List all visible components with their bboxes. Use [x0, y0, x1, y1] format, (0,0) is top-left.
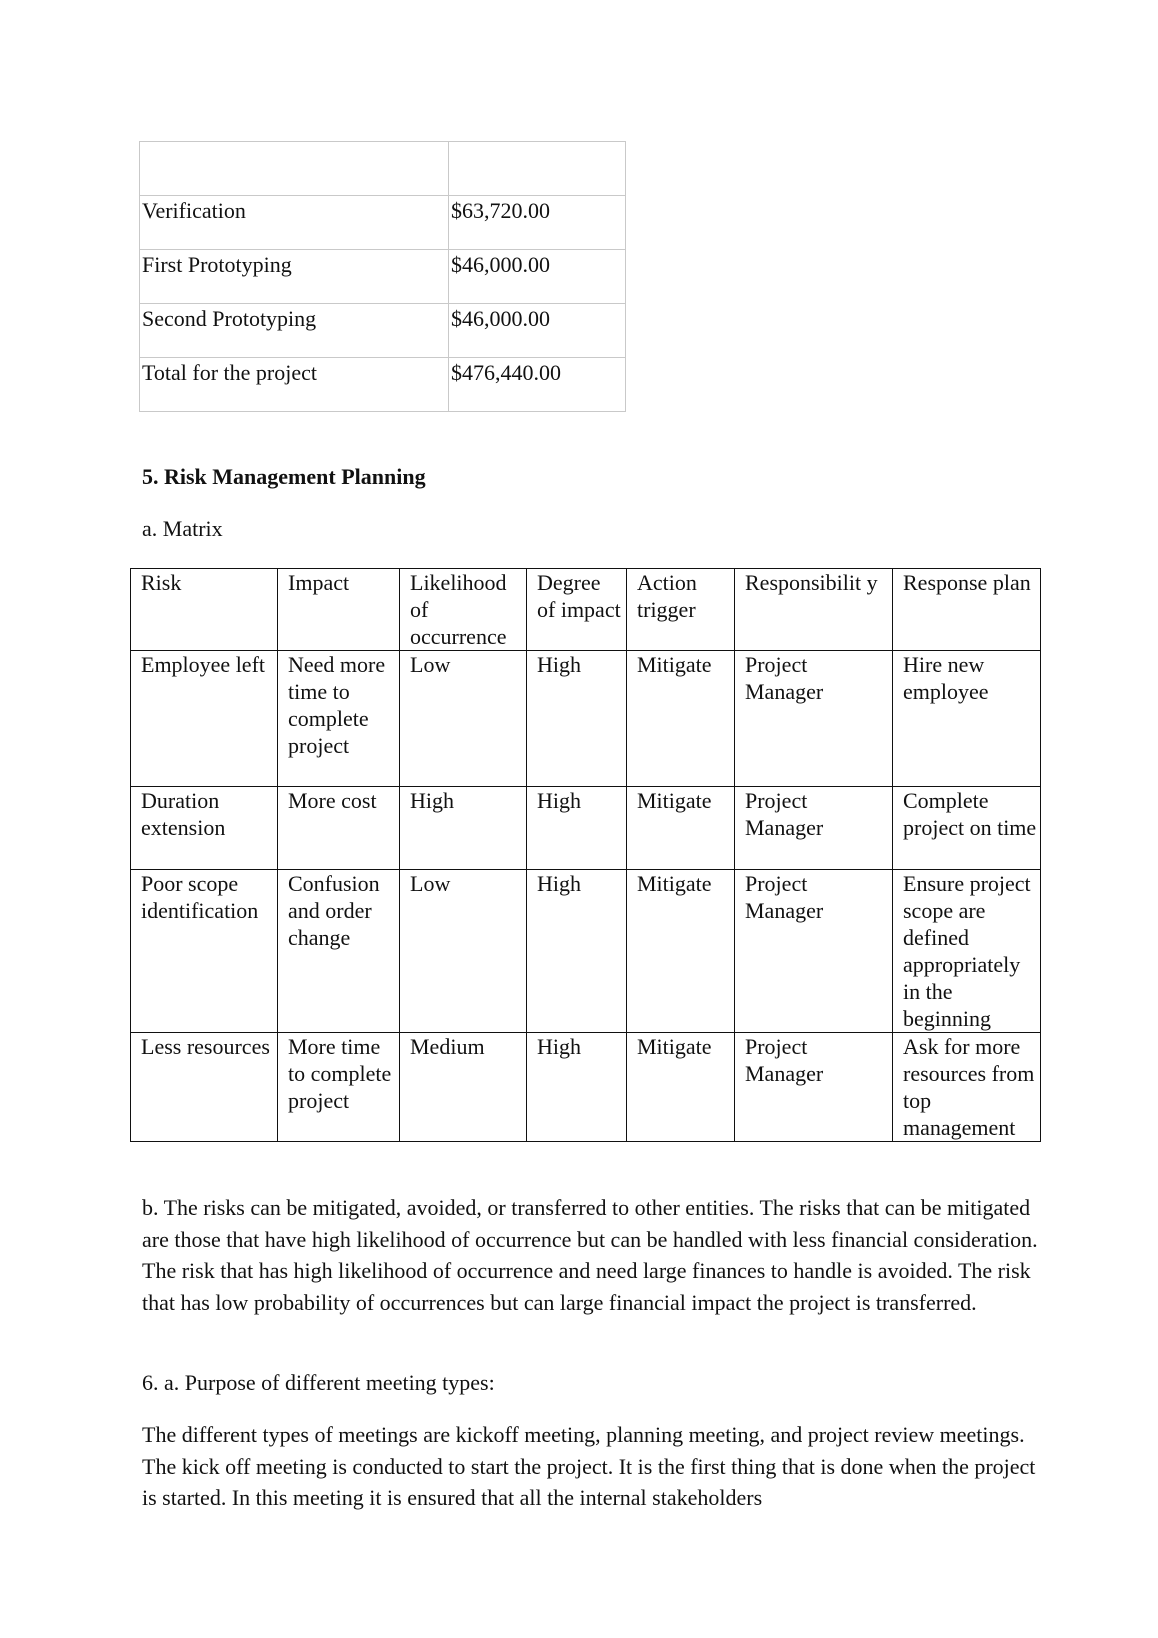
section-heading: 5. Risk Management Planning	[142, 464, 426, 489]
table-cell: More cost	[278, 787, 400, 870]
cost-amount	[449, 142, 626, 196]
table-cell: Low	[400, 870, 527, 1033]
cost-item: Second Prototyping	[140, 304, 449, 358]
column-header: Risk	[131, 569, 278, 651]
table-header-row	[131, 569, 1041, 651]
table-cell: Mitigate	[627, 651, 735, 787]
table-row	[140, 358, 626, 412]
table-cell: Ensure project scope are defined appropriately in the beginning	[893, 870, 1041, 1033]
table-cell: Medium	[400, 1033, 527, 1142]
matrix-label: a. Matrix	[142, 516, 223, 541]
table-cell: Employee left	[131, 651, 278, 787]
cost-item: Verification	[140, 196, 449, 250]
risk-matrix-table	[130, 568, 1041, 1142]
table-cell: Project Manager	[735, 651, 893, 787]
table-cell: More time to complete project	[278, 1033, 400, 1142]
column-header: Likelihood of occurrence	[400, 569, 527, 651]
table-cell: Project Manager	[735, 870, 893, 1033]
section-heading-meetings: 6. a. Purpose of different meeting types:	[142, 1370, 495, 1395]
table-cell: Low	[400, 651, 527, 787]
table-row	[131, 1033, 1041, 1142]
column-header: Action trigger	[627, 569, 735, 651]
table-cell: Project Manager	[735, 787, 893, 870]
table-cell: High	[527, 870, 627, 1033]
cost-item	[140, 142, 449, 196]
table-row	[131, 787, 1041, 870]
column-header: Response plan	[893, 569, 1041, 651]
table-cell: Project Manager	[735, 1033, 893, 1142]
table-row	[140, 304, 626, 358]
cost-amount: $63,720.00	[449, 196, 626, 250]
table-row	[140, 250, 626, 304]
cost-amount: $46,000.00	[449, 250, 626, 304]
table-cell: Duration extension	[131, 787, 278, 870]
table-cell: High	[527, 1033, 627, 1142]
table-cell: Poor scope identification	[131, 870, 278, 1033]
cost-amount: $476,440.00	[449, 358, 626, 412]
column-header: Responsibilit y	[735, 569, 893, 651]
cost-item: Total for the project	[140, 358, 449, 412]
table-cell: High	[527, 787, 627, 870]
table-row	[140, 142, 626, 196]
table-cell: Hire new employee	[893, 651, 1041, 787]
table-cell: Confusion and order change	[278, 870, 400, 1033]
table-cell: Ask for more resources from top management	[893, 1033, 1041, 1142]
cost-table	[139, 141, 626, 412]
table-cell: Mitigate	[627, 1033, 735, 1142]
table-row	[140, 196, 626, 250]
column-header: Degree of impact	[527, 569, 627, 651]
meetings-paragraph: The different types of meetings are kickoff meeting, planning meeting, and project review meetings. The kick off meeting is conducted to start the project. It is the first thing that is done when the project is started. In this meeting it is ensured that all the internal stakeholders	[142, 1422, 1036, 1510]
cost-item: First Prototyping	[140, 250, 449, 304]
table-cell: High	[400, 787, 527, 870]
table-cell: Complete project on time	[893, 787, 1041, 870]
column-header: Impact	[278, 569, 400, 651]
risk-response-paragraph: b. The risks can be mitigated, avoided, or transferred to other entities. The risks that can be mitigated are those that have high likelihood of occurrence but can be handled with less financial consideration. The risk that has high likelihood of occurrence and need large finances to handle is avoided. The risk that has low probability of occurrences but can large financial impact the project is transferred.	[142, 1195, 1038, 1315]
table-cell: Need more time to complete project	[278, 651, 400, 787]
table-cell: Mitigate	[627, 870, 735, 1033]
table-cell: Less resources	[131, 1033, 278, 1142]
table-row	[131, 651, 1041, 787]
table-cell: Mitigate	[627, 787, 735, 870]
table-cell: High	[527, 651, 627, 787]
table-row	[131, 870, 1041, 1033]
cost-amount: $46,000.00	[449, 304, 626, 358]
